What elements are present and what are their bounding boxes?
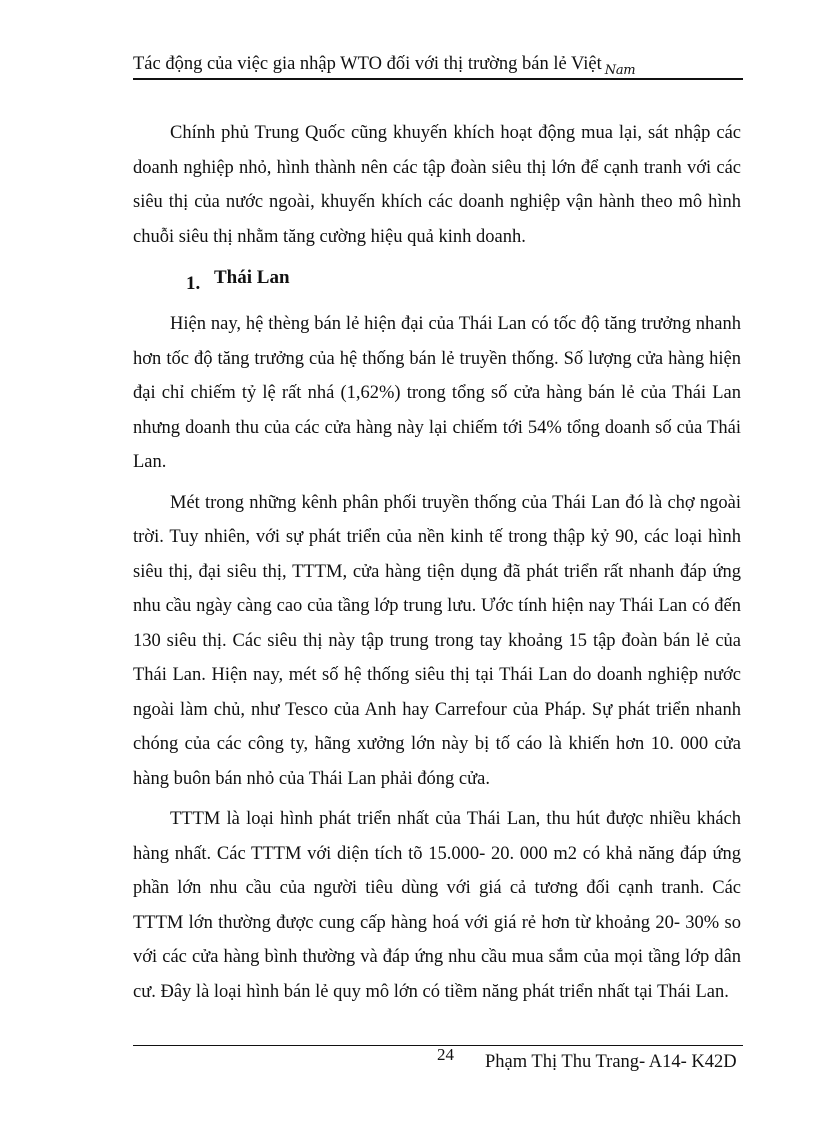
section-title: Thái Lan <box>214 267 290 288</box>
page-number: 24 <box>437 1045 454 1064</box>
footer-author: Phạm Thị Thu Trang- A14- K42D <box>485 1052 737 1072</box>
header-title-text: Tác động của việc gia nhập WTO đối với thị trường bán lẻ Việt <box>133 54 602 74</box>
header-title-script: Nam <box>604 63 636 78</box>
paragraph: TTTM là loại hình phát triển nhất của Thái Lan, thu hút được nhiều khách hàng nhất. Các TTTM với diện tích tõ 15.000- 20. 000 m2 có khả năng đáp ứng phần lớn nhu cầu của người tiêu dùng với giá cả tương đối cạnh tranh. Các TTTM lớn thường được cung cấp hàng hoá với giá rẻ hơn từ khoảng 20- 30% so với các cửa hàng bình thường và đáp ứng nhu cầu mua sắm của mọi tầng lớp dân cư. Đây là loại hình bán lẻ quy mô lớn có tiềm năng phát triển nhất tại Thái Lan. <box>133 809 741 1002</box>
intro-paragraph: Chính phủ Trung Quốc cũng khuyến khích hoạt động mua lại, sát nhập các doanh nghiệp nhỏ, hình thành nên các tập đoàn siêu thị lớn để cạnh tranh với các siêu thị của nước ngoài, khuyến khích các doanh nghiệp vận hành theo mô hình chuỗi siêu thị nhằm tăng cường hiệu quả kinh doanh. <box>133 123 741 247</box>
section-heading <box>133 267 741 305</box>
header-title <box>133 54 636 78</box>
paragraph: Hiện nay, hệ thèng bán lẻ hiện đại của Thái Lan có tốc độ tăng trưởng nhanh hơn tốc độ tăng trưởng của hệ thống bán lẻ truyền thống. Số lượng cửa hàng hiện đại chỉ chiếm tỷ lệ rất nhá (1,62%) trong tổng số cửa hàng bán lẻ của Thái Lan nhưng doanh thu của các cửa hàng này lại chiếm tới 54% tổng doanh số của Thái Lan. <box>133 314 741 472</box>
page-header <box>133 50 743 80</box>
paragraph: Mét trong những kênh phân phối truyền thống của Thái Lan đó là chợ ngoài trời. Tuy nhiên, với sự phát triển của nền kinh tế trong thập kỷ 90, các loại hình siêu thị, đại siêu thị, TTTM, cửa hàng tiện dụng đã phát triển rất nhanh đáp ứng nhu cầu ngày càng cao của tầng lớp trung lưu. Ước tính hiện nay Thái Lan có đến 130 siêu thị. Các siêu thị này tập trung trong tay khoảng 15 tập đoàn bán lẻ của Thái Lan. Hiện nay, mét số hệ thống siêu thị tại Thái Lan do doanh nghiệp nước ngoài làm chủ, như Tesco của Anh hay Carrefour của Pháp. Sự phát triển nhanh chóng của các công ty, hãng xưởng lớn này bị tố cáo là khiến hơn 10. 000 cửa hàng buôn bán nhỏ của Thái Lan phải đóng cửa. <box>133 492 741 789</box>
document-body <box>133 116 741 1009</box>
section-number: 1. <box>186 273 201 294</box>
page-footer <box>133 1045 743 1086</box>
